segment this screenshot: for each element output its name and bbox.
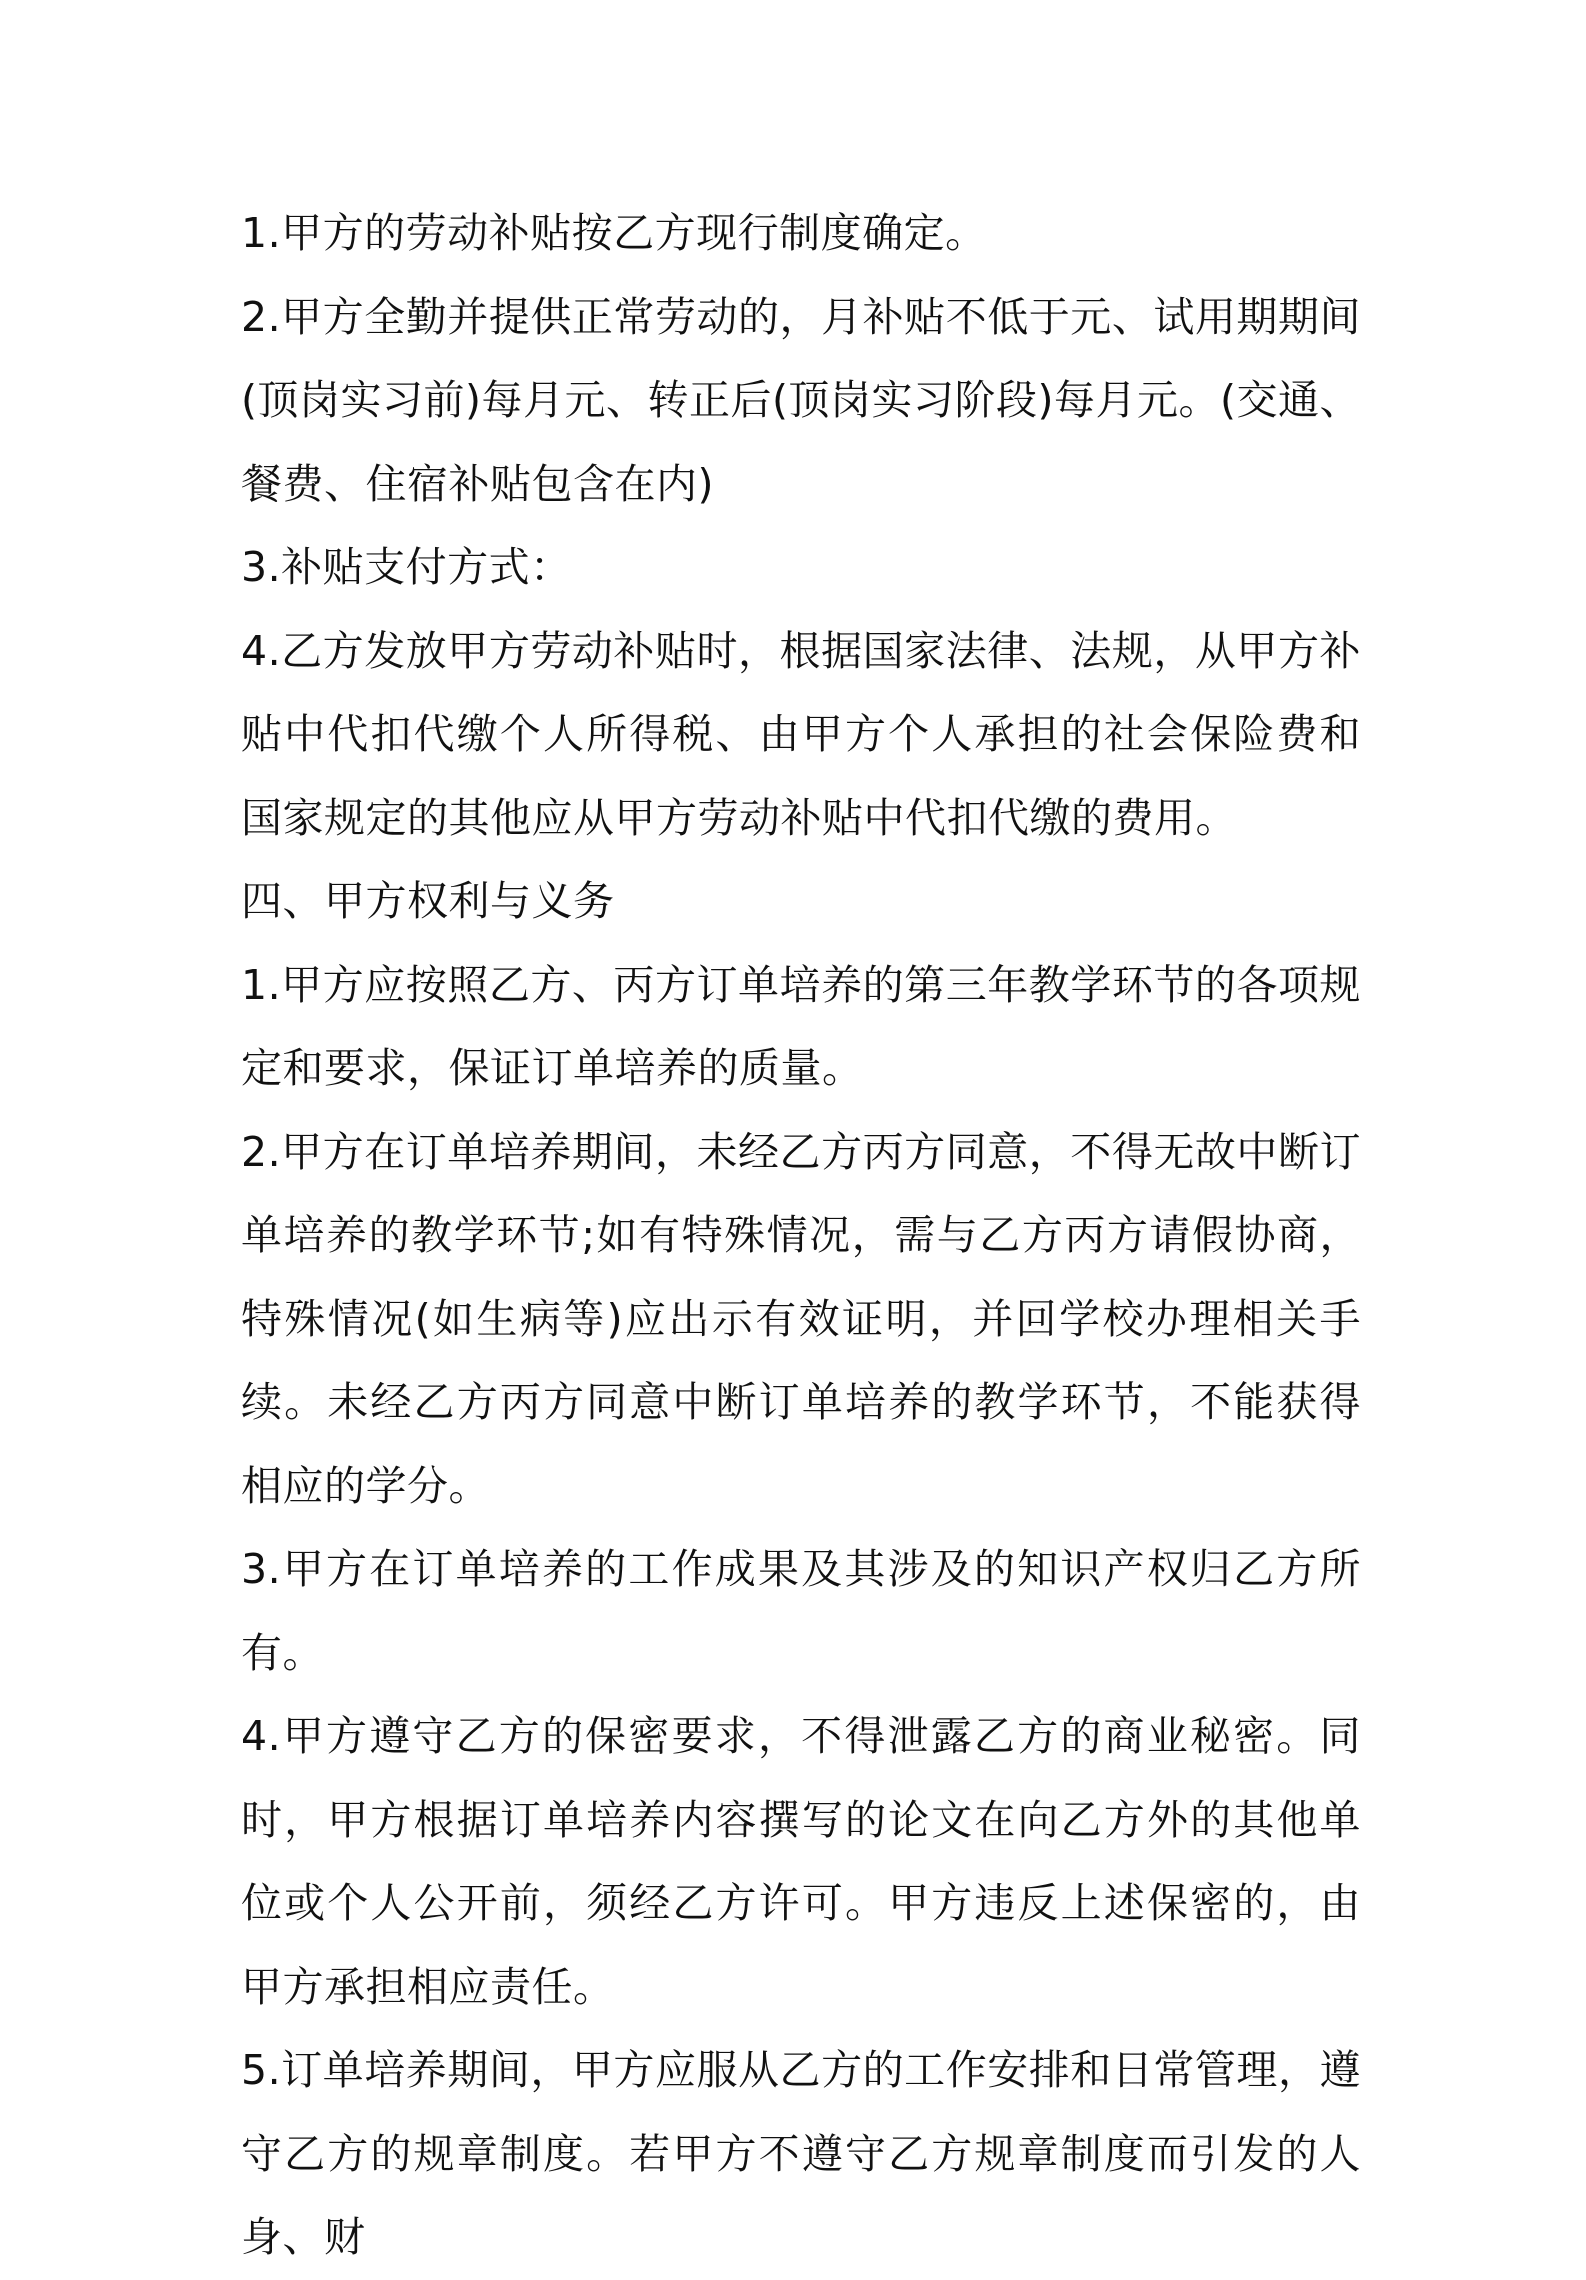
paragraph-6: 2.甲方在订单培养期间，未经乙方丙方同意，不得无故中断订单培养的教学环节;如有特殊情况，需与乙方丙方请假协商，特殊情况(如生病等)应出示有效证明，并回学校办理相关手续。未经乙方丙方同意中断订单培养的教学环节，不能获得相应的学分。: [241, 1127, 1361, 1510]
paragraph-1: 1.甲方的劳动补贴按乙方现行制度确定。: [241, 209, 987, 257]
paragraph-2: 2.甲方全勤并提供正常劳动的，月补贴不低于元、试用期期间(顶岗实习前)每月元、转正后(顶岗实习阶段)每月元。(交通、餐费、住宿补贴包含在内): [241, 292, 1361, 508]
section-heading: 四、甲方权利与义务: [241, 877, 615, 925]
paragraph-7: 3.甲方在订单培养的工作成果及其涉及的知识产权归乙方所有。: [241, 1545, 1361, 1677]
paragraph-4: 4.乙方发放甲方劳动补贴时，根据国家法律、法规，从甲方补贴中代扣代缴个人所得税、由甲方个人承担的社会保险费和国家规定的其他应从甲方劳动补贴中代扣代缴的费用。: [241, 626, 1361, 842]
paragraph-8: 4.甲方遵守乙方的保密要求，不得泄露乙方的商业秘密。同时，甲方根据订单培养内容撰写的论文在向乙方外的其他单位或个人公开前，须经乙方许可。甲方违反上述保密的，由甲方承担相应责任。: [241, 1712, 1361, 2011]
paragraph-9: 5.订单培养期间，甲方应服从乙方的工作安排和日常管理，遵守乙方的规章制度。若甲方不遵守乙方规章制度而引发的人身、财: [241, 2046, 1361, 2261]
paragraph-5: 1.甲方应按照乙方、丙方订单培养的第三年教学环节的各项规定和要求，保证订单培养的质量。: [241, 960, 1361, 1092]
document-body: [241, 192, 1361, 2280]
paragraph-3: 3.补贴支付方式：: [241, 543, 572, 591]
